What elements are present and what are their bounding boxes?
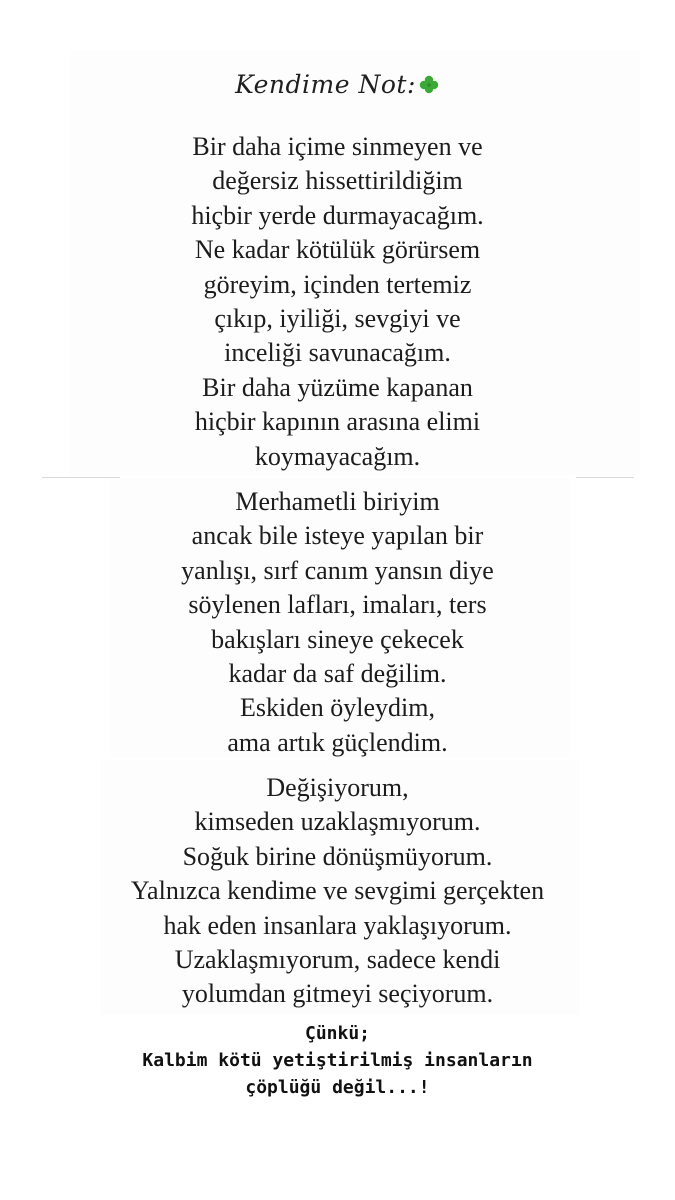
stanza-line: kadar da saf değilim.	[228, 659, 447, 689]
stanza-3	[0, 771, 675, 1012]
stanza-line: yolumdan gitmeyi seçiyorum.	[181, 979, 494, 1009]
stanza-line: Yalnızca kendime ve sevgimi gerçekten	[130, 876, 545, 906]
stanza-line: Bir daha içime sinmeyen ve	[192, 132, 483, 161]
stanza-line: ama artık güçlendim.	[227, 727, 448, 757]
stanza-line: yanlışı, sırf canım yansın diye	[181, 555, 494, 585]
closing-line: Kalbim kötü yetiştirilmiş insanların	[142, 1050, 533, 1071]
divider-line	[42, 477, 120, 478]
stanza-line: Eskiden öyleydim,	[240, 693, 435, 723]
stanza-line: bakışları sineye çekecek	[211, 624, 464, 654]
closing-line: çöplüğü değil...!	[245, 1077, 430, 1098]
stanza-line: hak eden insanlara yaklaşıyorum.	[163, 910, 512, 940]
stanza-line: Uzaklaşmıyorum, sadece kendi	[174, 945, 501, 975]
stanza-line: Soğuk birine dönüşmüyorum.	[182, 841, 493, 871]
stanza-line: çıkıp, iyiliği, sevgiyi ve	[214, 304, 461, 334]
clover-icon	[418, 73, 440, 95]
stanza-1	[0, 130, 675, 474]
stanza-line: Bir daha yüzüme kapanan	[202, 372, 473, 402]
closing-statement	[0, 1020, 675, 1101]
stanza-line: Ne kadar kötülük görürsem	[194, 235, 481, 265]
stanza-line: söylenen lafları, imaları, ters	[188, 590, 487, 620]
stanza-line: kimseden uzaklaşmıyorum.	[194, 807, 481, 837]
stanza-line: değersiz hissettirildiğim	[212, 166, 463, 196]
stanza-line: hiçbir yerde durmayacağım.	[191, 200, 484, 230]
closing-line: Çünkü;	[304, 1023, 371, 1044]
divider-line	[576, 477, 634, 478]
stanza-line: ancak bile isteye yapılan bir	[191, 521, 484, 551]
stanza-line: inceliği savunacağım.	[224, 338, 451, 368]
stanza-2	[0, 485, 675, 760]
stanza-line: göreyim, içinden tertemiz	[203, 269, 472, 299]
title-text: Kendime Not:	[235, 70, 416, 99]
stanza-line: koymayacağım.	[254, 441, 421, 471]
page-title	[0, 70, 675, 99]
stanza-line: hiçbir kapının arasına elimi	[194, 407, 481, 437]
stanza-line: Merhametli biriyim	[235, 487, 440, 516]
stanza-line: Değişiyorum,	[266, 773, 409, 802]
